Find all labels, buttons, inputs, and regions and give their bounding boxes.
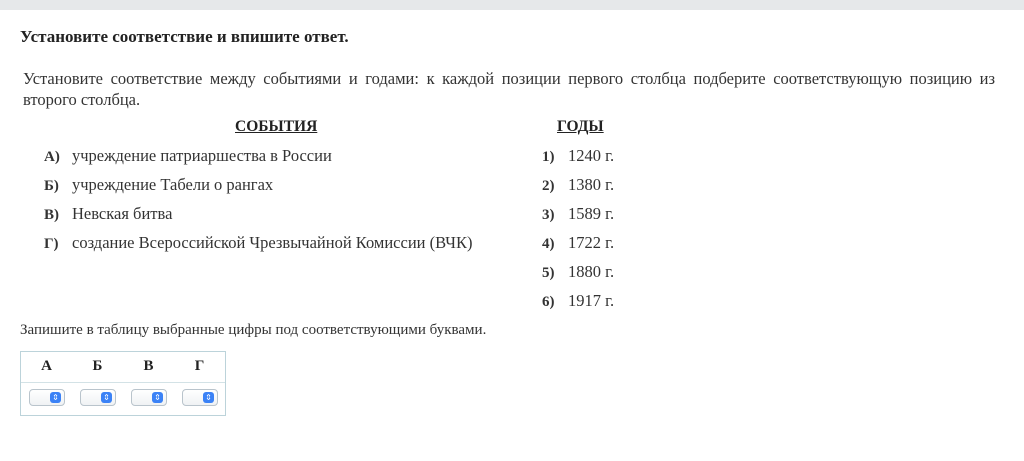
years-column-header: ГОДЫ xyxy=(557,118,604,135)
year-text: 1589 г. xyxy=(568,204,615,223)
answer-column-letter: Б xyxy=(92,358,103,374)
answer-select-b[interactable] xyxy=(80,389,116,406)
updown-chevron-icon: ⇕ xyxy=(203,392,214,403)
answer-column-letter: А xyxy=(41,358,52,374)
table-divider xyxy=(21,382,225,383)
event-letter: А) xyxy=(44,149,60,165)
event-letter: Г) xyxy=(44,236,59,252)
answer-column-letter: В xyxy=(143,358,154,374)
year-number: 2) xyxy=(542,178,555,194)
year-item xyxy=(542,175,614,195)
answer-select-a[interactable] xyxy=(29,389,65,406)
task-heading: Установите соответствие и впишите ответ. xyxy=(20,27,349,46)
year-number: 1) xyxy=(542,149,555,165)
updown-chevron-icon: ⇕ xyxy=(152,392,163,403)
answer-table xyxy=(20,351,226,416)
event-item xyxy=(44,175,273,195)
event-text: создание Всероссийской Чрезвычайной Комиссии (ВЧК) xyxy=(72,233,473,252)
event-letter: Б) xyxy=(44,178,59,194)
answer-column-letter: Г xyxy=(194,358,205,374)
events-column-header: СОБЫТИЯ xyxy=(235,118,318,135)
event-text: учреждение патриаршества в России xyxy=(72,146,332,165)
event-item xyxy=(44,233,473,253)
answer-select-g[interactable] xyxy=(182,389,218,406)
event-text: Невская битва xyxy=(72,204,173,223)
year-text: 1240 г. xyxy=(568,146,615,165)
task-instruction: Установите соответствие между событиями и годами: к каждой позиции первого столбца подберите соответствующую позицию из второго столбца. xyxy=(23,69,995,109)
year-item xyxy=(542,262,614,282)
event-text: учреждение Табели о рангах xyxy=(72,175,274,194)
updown-chevron-icon: ⇕ xyxy=(101,392,112,403)
year-number: 4) xyxy=(542,236,555,252)
event-item xyxy=(44,204,172,224)
year-number: 5) xyxy=(542,265,555,281)
top-bar xyxy=(0,0,1024,10)
year-text: 1880 г. xyxy=(568,262,615,281)
year-text: 1722 г. xyxy=(568,233,615,252)
year-item xyxy=(542,146,614,166)
event-letter: В) xyxy=(44,207,59,223)
year-text: 1380 г. xyxy=(568,175,615,194)
updown-chevron-icon: ⇕ xyxy=(50,392,61,403)
year-number: 3) xyxy=(542,207,555,223)
event-item xyxy=(44,146,332,166)
year-item xyxy=(542,233,614,253)
year-item xyxy=(542,291,614,311)
answer-select-v[interactable] xyxy=(131,389,167,406)
year-item xyxy=(542,204,614,224)
year-text: 1917 г. xyxy=(568,291,615,310)
answer-hint: Запишите в таблицу выбранные цифры под соответствующими буквами. xyxy=(20,322,487,338)
year-number: 6) xyxy=(542,294,555,310)
